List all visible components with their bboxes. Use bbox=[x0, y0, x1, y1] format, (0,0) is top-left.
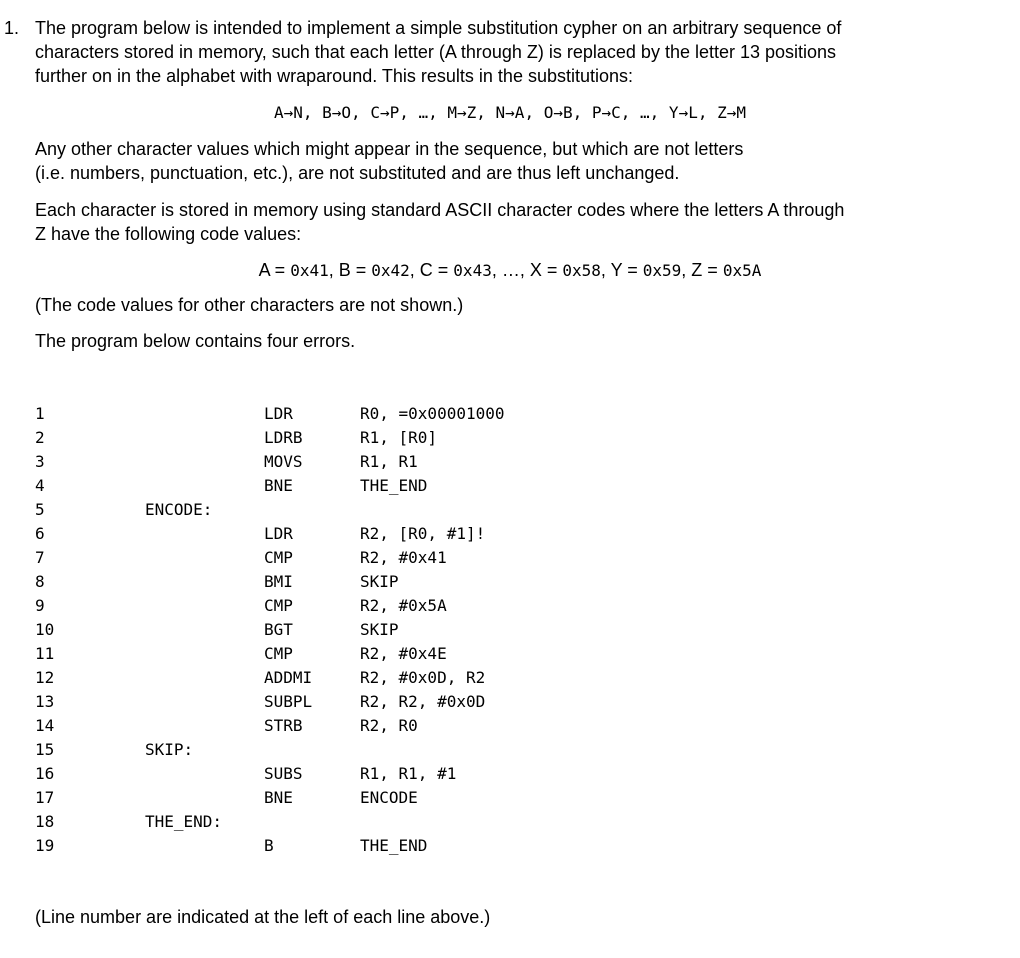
code-operands: SKIP bbox=[360, 572, 399, 591]
code-x-value: 0x58 bbox=[562, 261, 601, 280]
code-operands: R1, [R0] bbox=[360, 428, 438, 447]
other-chars-paragraph bbox=[35, 137, 995, 185]
code-y-value: 0x59 bbox=[642, 261, 682, 280]
code-operands: R1, R1, #1 bbox=[360, 764, 457, 783]
code-operands: R2, R2, #0x0D bbox=[360, 692, 486, 711]
code-c-value: 0x43 bbox=[453, 261, 492, 280]
line-number: 1 bbox=[35, 404, 45, 423]
code-mnemonic: MOVS bbox=[264, 452, 303, 471]
code-line bbox=[0, 570, 1020, 594]
code-mnemonic: BNE bbox=[264, 788, 293, 807]
line-number: 10 bbox=[35, 620, 55, 639]
code-sep: , Y = bbox=[600, 260, 643, 280]
code-operands: R1, R1 bbox=[360, 452, 418, 471]
line-number: 17 bbox=[35, 788, 55, 807]
code-operands: R2, #0x4E bbox=[360, 644, 447, 663]
code-sep: , …, X = bbox=[491, 260, 563, 280]
code-operands: R0, =0x00001000 bbox=[360, 404, 505, 423]
code-mnemonic: SUBS bbox=[264, 764, 303, 783]
line-number: 8 bbox=[35, 572, 45, 591]
ascii-line: Each character is stored in memory using standard ASCII character codes where the letters A through bbox=[35, 200, 845, 220]
other-chars-line: Any other character values which might appear in the sequence, but which are not letters bbox=[35, 139, 744, 159]
code-mnemonic: ADDMI bbox=[264, 668, 313, 687]
line-number: 13 bbox=[35, 692, 55, 711]
line-number: 5 bbox=[35, 500, 45, 519]
code-line bbox=[0, 546, 1020, 570]
substitutions-line: A→N, B→O, C→P, …, M→Z, N→A, O→B, P→C, …, Y→L, Z→M bbox=[273, 103, 746, 122]
ascii-paragraph bbox=[35, 198, 995, 246]
code-mnemonic: CMP bbox=[264, 644, 293, 663]
code-operands: ENCODE bbox=[360, 788, 418, 807]
code-mnemonic: LDR bbox=[264, 524, 293, 543]
code-operands: R2, #0x0D, R2 bbox=[360, 668, 486, 687]
code-operands: THE_END bbox=[360, 476, 428, 495]
intro-line: further on in the alphabet with wraparound. This results in the substitutions: bbox=[35, 66, 634, 86]
code-mnemonic: STRB bbox=[264, 716, 303, 735]
code-line bbox=[0, 810, 1020, 834]
code-mnemonic: BGT bbox=[264, 620, 293, 639]
code-line bbox=[0, 498, 1020, 522]
code-line bbox=[0, 618, 1020, 642]
code-line bbox=[0, 594, 1020, 618]
code-mnemonic: BNE bbox=[264, 476, 293, 495]
line-number: 15 bbox=[35, 740, 55, 759]
intro-line: The program below is intended to implement a simple substitution cypher on an arbitrary sequence of bbox=[35, 18, 842, 38]
footnote: (Line number are indicated at the left of each line above.) bbox=[35, 907, 491, 927]
code-a-value: 0x41 bbox=[290, 261, 329, 280]
line-number: 9 bbox=[35, 596, 45, 615]
code-line bbox=[0, 666, 1020, 690]
line-number: 19 bbox=[35, 836, 55, 855]
intro-line: characters stored in memory, such that each letter (A through Z) is replaced by the letter 13 positions bbox=[35, 42, 837, 62]
line-number: 18 bbox=[35, 812, 55, 831]
intro-paragraph bbox=[35, 16, 995, 88]
code-line bbox=[0, 450, 1020, 474]
line-number: 6 bbox=[35, 524, 45, 543]
code-z-value: 0x5A bbox=[722, 261, 762, 280]
code-label: THE_END: bbox=[145, 812, 223, 831]
code-mnemonic: LDR bbox=[264, 404, 293, 423]
not-shown-note: (The code values for other characters are not shown.) bbox=[35, 295, 464, 315]
line-number: 11 bbox=[35, 644, 55, 663]
question-number: 1. bbox=[4, 18, 20, 38]
code-line bbox=[0, 402, 1020, 426]
line-number: 7 bbox=[35, 548, 45, 567]
code-mnemonic: BMI bbox=[264, 572, 293, 591]
code-line bbox=[0, 762, 1020, 786]
code-mnemonic: CMP bbox=[264, 596, 293, 615]
line-number: 16 bbox=[35, 764, 55, 783]
line-number: 14 bbox=[35, 716, 55, 735]
code-line bbox=[0, 714, 1020, 738]
code-line bbox=[0, 474, 1020, 498]
line-number: 4 bbox=[35, 476, 45, 495]
code-operands: R2, #0x41 bbox=[360, 548, 447, 567]
code-operands: R2, #0x5A bbox=[360, 596, 447, 615]
line-number: 3 bbox=[35, 452, 45, 471]
code-values-line bbox=[0, 258, 1020, 283]
code-sep: , B = bbox=[328, 260, 372, 280]
code-line bbox=[0, 426, 1020, 450]
code-mnemonic: SUBPL bbox=[264, 692, 313, 711]
code-line bbox=[0, 690, 1020, 714]
code-operands: R2, [R0, #1]! bbox=[360, 524, 486, 543]
code-operands: R2, R0 bbox=[360, 716, 418, 735]
code-mnemonic: LDRB bbox=[264, 428, 303, 447]
code-line bbox=[0, 642, 1020, 666]
code-b-value: 0x42 bbox=[371, 261, 410, 280]
code-line bbox=[0, 522, 1020, 546]
code-operands: SKIP bbox=[360, 620, 399, 639]
code-a-label: A = bbox=[258, 260, 291, 280]
ascii-line: Z have the following code values: bbox=[35, 224, 302, 244]
code-mnemonic: B bbox=[264, 836, 274, 855]
other-chars-line: (i.e. numbers, punctuation, etc.), are not substituted and are thus left unchanged. bbox=[35, 163, 680, 183]
code-label: ENCODE: bbox=[145, 500, 213, 519]
code-sep: , C = bbox=[409, 260, 454, 280]
code-line bbox=[0, 786, 1020, 810]
line-number: 2 bbox=[35, 428, 45, 447]
line-number: 12 bbox=[35, 668, 55, 687]
code-operands: THE_END bbox=[360, 836, 428, 855]
code-line bbox=[0, 834, 1020, 858]
code-line bbox=[0, 738, 1020, 762]
code-label: SKIP: bbox=[145, 740, 194, 759]
errors-note: The program below contains four errors. bbox=[35, 331, 356, 351]
code-mnemonic: CMP bbox=[264, 548, 293, 567]
code-sep: , Z = bbox=[681, 260, 723, 280]
